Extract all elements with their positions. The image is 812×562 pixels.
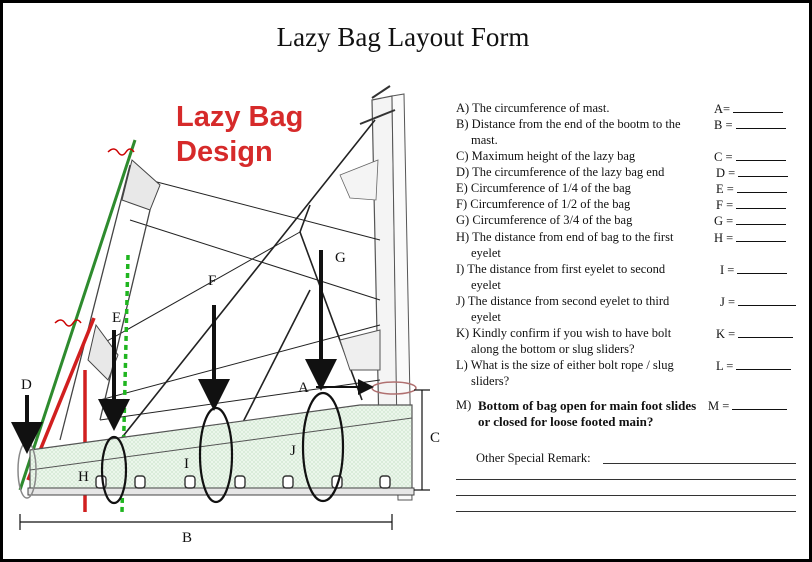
question-c: C) Maximum height of the lazy bag [456,149,636,163]
remark-line-1[interactable] [603,463,796,464]
question-h: H) The distance from end of bag to the first eyelet [456,230,674,260]
label-f: F [208,273,217,289]
answer-e[interactable]: E = [716,181,787,198]
remark-line-3[interactable] [456,495,796,496]
answer-j[interactable]: J = [720,294,796,311]
answer-l[interactable]: L = [716,358,791,375]
question-j: J) The distance from second eyelet to third eyelet [456,294,670,324]
boom [28,488,414,495]
label-j: J [290,443,296,459]
remark-line-4[interactable] [456,511,796,512]
question-l: L) What is the size of either bolt rope / slug sliders? [456,358,674,388]
label-h: H [78,469,89,485]
answer-k[interactable]: K = [716,326,793,343]
label-a: A [298,380,309,396]
answer-a[interactable]: A= [714,101,783,118]
answer-g[interactable]: G = [714,213,786,230]
label-c: C [430,430,441,446]
question-d: D) The circumference of the lazy bag end [456,165,665,179]
batten-pockets [88,160,380,380]
answer-f[interactable]: F = [716,197,786,214]
lazy-bag-design-heading [176,100,303,170]
question-b: B) Distance from the end of the bootm to the mast. [456,117,681,147]
special-remark-label: Other Special Remark: [476,451,591,465]
question-e: E) Circumference of 1/4 of the bag [456,181,631,195]
label-g: G [335,250,346,266]
label-b: B [182,530,193,546]
question-f: F) Circumference of 1/2 of the bag [456,197,631,211]
page-title: Lazy Bag Layout Form [276,22,530,52]
answer-h[interactable]: H = [714,230,786,247]
design-label-line-1: Lazy Bag [176,101,304,133]
dimension-b [20,514,392,530]
answer-m[interactable]: M = [708,398,787,415]
label-d: D [21,377,32,393]
remark-line-2[interactable] [456,479,796,480]
answer-c[interactable]: C = [714,149,786,166]
answer-b[interactable]: B = [714,117,786,134]
sail [60,165,150,440]
question-k: K) Kindly confirm if you wish to have bolt along the bottom or slug sliders? [456,326,672,356]
design-label-line-2: Design [176,136,273,168]
label-e: E [112,310,122,326]
question-g: G) Circumference of 3/4 of the bag [456,213,633,227]
label-i: I [184,456,189,472]
question-a: A) The circumference of mast. [456,101,610,115]
dimension-c [414,390,430,490]
answer-i[interactable]: I = [720,262,787,279]
answer-d[interactable]: D = [716,165,788,182]
question-i: I) The distance from first eyelet to second eyelet [456,262,666,292]
